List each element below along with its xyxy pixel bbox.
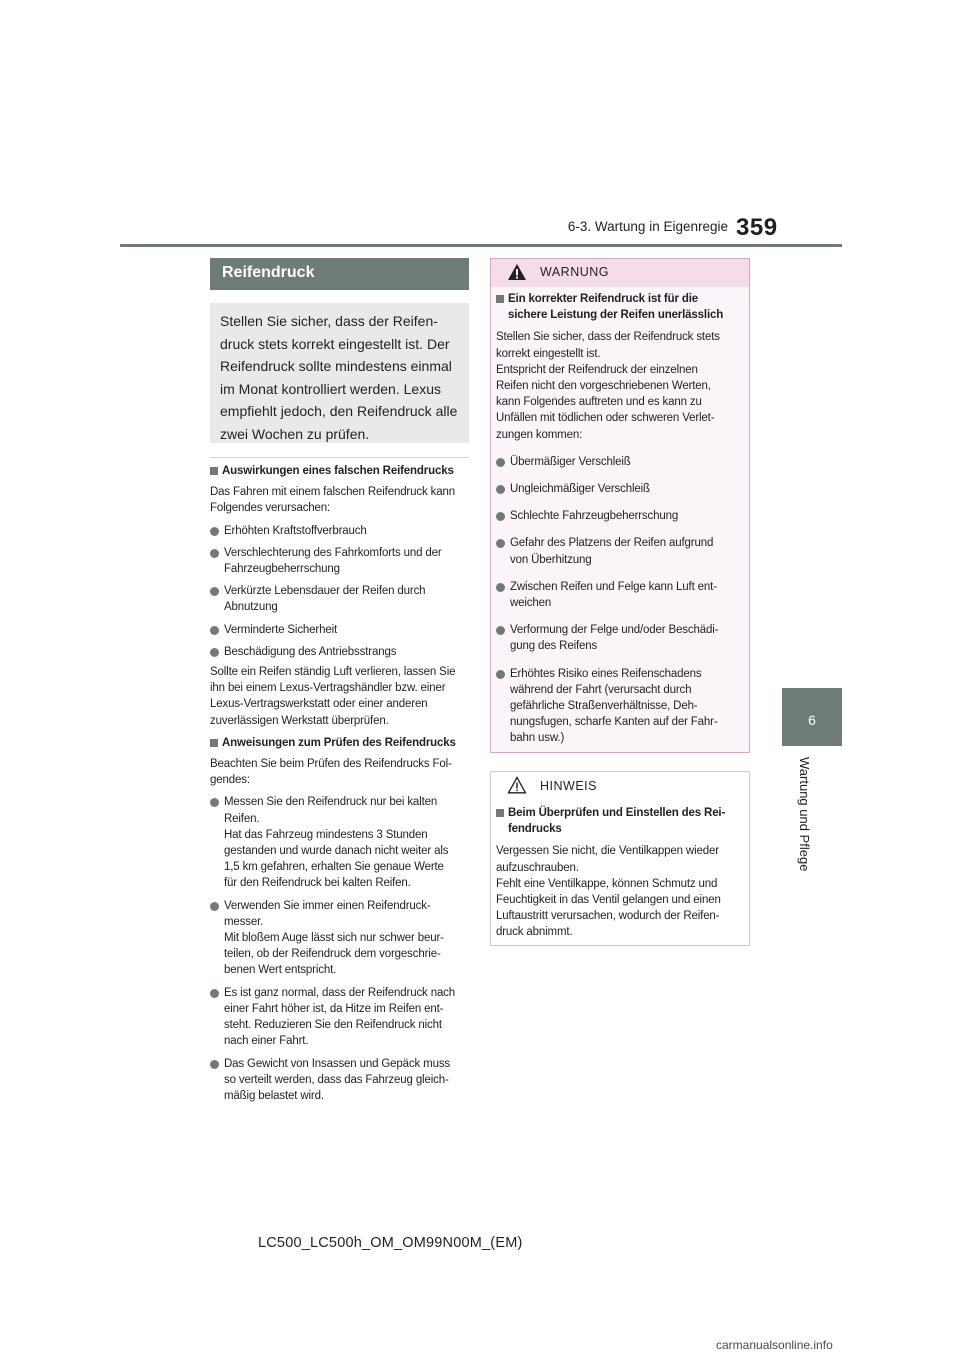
text-line: Luftaustritt verursachen, wodurch der Reifen- <box>496 910 720 923</box>
bullet-icon <box>496 458 505 467</box>
intro-line: druck stets korrekt eingestellt ist. Der <box>220 335 450 352</box>
list-item: Verkürzte Lebensdauer der Reifen durch Abnutzung <box>210 583 472 615</box>
text-line: Unfällen mit tödlichen oder schweren Verlet- <box>496 412 715 425</box>
page-number: 359 <box>736 214 778 241</box>
list-item: Übermäßiger Verschleiß <box>496 454 746 470</box>
intro-line: Stellen Sie sicher, dass der Reifen- <box>220 313 438 329</box>
intro-line: zwei Wochen zu prüfen. <box>220 425 370 442</box>
bullet-icon <box>210 549 219 558</box>
list-item: Erhöhten Kraftstoffverbrauch <box>210 523 472 539</box>
section-title: 6-3. Wartung in Eigenregie <box>567 219 728 234</box>
chapter-number: 6 <box>808 712 816 728</box>
subheading-instructions: Anweisungen zum Prüfen des Reifendrucks <box>210 735 472 751</box>
list-item: Gefahr des Platzens der Reifen aufgrund von Überhitzung <box>496 535 746 567</box>
bullet-icon <box>210 587 219 596</box>
list-item: Schlechte Fahrzeugbeherrschung <box>496 508 746 524</box>
text-line: zuverlässigen Werkstatt überprüfen. <box>210 714 389 727</box>
bullet-icon <box>496 539 505 548</box>
square-bullet-icon <box>210 467 218 475</box>
bullet-icon <box>210 648 219 657</box>
text-line: Folgendes verursachen: <box>210 502 331 515</box>
warning-heading: sichere Leistung der Reifen unerlässlich <box>508 309 724 322</box>
text-line: Beachten Sie beim Prüfen des Reifendrucks Fol- <box>210 758 452 771</box>
hint-title: HINWEIS <box>540 779 597 793</box>
bullet-icon <box>496 626 505 635</box>
square-bullet-icon <box>496 809 504 817</box>
chapter-label: Wartung und Pflege <box>797 757 812 872</box>
intro-line: Reifendruck sollte mindestens einmal <box>220 358 452 375</box>
caution-triangle-icon <box>507 776 527 794</box>
text-line: aufzuschrauben. <box>496 861 579 874</box>
list-item: Ungleichmäßiger Verschleiß <box>496 481 746 497</box>
list-item: Erhöhtes Risiko eines Reifenschadens während der Fahrt (verursacht durch gefährliche Straßenverhältnisse, Deh- nungsfugen, scharfe Kanten auf der Fahr- bahn usw.) <box>496 666 746 747</box>
text-line: Vergessen Sie nicht, die Ventilkappen wieder <box>496 845 719 858</box>
bullet-icon <box>496 512 505 521</box>
intro-line: empfiehlt jedoch, den Reifendruck alle <box>220 403 458 420</box>
document-code: LC500_LC500h_OM_OM99N00M_(EM) <box>258 1235 523 1251</box>
bullet-icon <box>210 1060 219 1069</box>
bullet-icon <box>210 798 219 807</box>
watermark: carmanualsonline.info <box>716 1338 833 1352</box>
text-line: gendes: <box>210 774 250 787</box>
list-item: Beschädigung des Antriebsstrangs <box>210 644 472 660</box>
list-item: Das Gewicht von Insassen und Gepäck muss so verteilt werden, dass das Fahrzeug gleich- mäßig belastet wird. <box>210 1056 472 1105</box>
text-line: Sollte ein Reifen ständig Luft verlieren, lassen Sie <box>210 666 456 679</box>
text-line: zungen kommen: <box>496 428 583 441</box>
warning-header <box>491 259 749 287</box>
text-line: Stellen Sie sicher, dass der Reifendruck stets <box>496 331 720 344</box>
bullet-icon <box>210 527 219 536</box>
warning-body <box>496 291 746 747</box>
hint-heading: fendrucks <box>508 823 562 836</box>
left-body <box>210 463 472 1104</box>
text-line: Das Fahren mit einem falschen Reifendruck kann <box>210 486 455 499</box>
hint-heading: Beim Überprüfen und Einstellen des Rei- <box>496 805 746 821</box>
list-item: Verwenden Sie immer einen Reifendruck- messer. Mit bloßem Auge lässt sich nur schwer beur- teilen, ob der Reifendruck dem vorgeschrie- benen Wert entspricht. <box>210 898 472 979</box>
list-item: Verformung der Felge und/oder Beschädi- gung des Reifens <box>496 622 746 654</box>
list-item: Es ist ganz normal, dass der Reifendruck nach einer Fahrt höher ist, da Hitze im Reifen ent- steht. Reduzieren Sie den Reifendruck nicht nach einer Fahrt. <box>210 985 472 1050</box>
warning-triangle-icon <box>507 263 527 281</box>
divider <box>210 457 469 458</box>
bullet-icon <box>496 485 505 494</box>
bullet-icon <box>496 583 505 592</box>
intro-line: im Monat kontrolliert werden. Lexus <box>220 380 441 397</box>
list-item: Verschlechterung des Fahrkomforts und der Fahrzeugbeherrschung <box>210 545 472 577</box>
text-line: Reifen nicht den vorgeschriebenen Werten, <box>496 380 711 393</box>
text-line: Feuchtigkeit in das Ventil gelangen und einen <box>496 894 721 907</box>
square-bullet-icon <box>496 295 504 303</box>
text-line: Fehlt eine Ventilkappe, können Schmutz und <box>496 877 718 890</box>
bullet-icon <box>210 902 219 911</box>
list-item: Verminderte Sicherheit <box>210 622 472 638</box>
bullet-icon <box>496 670 505 679</box>
subheading-effects: Auswirkungen eines falschen Reifendrucks <box>210 463 472 479</box>
list-item: Messen Sie den Reifendruck nur bei kalten Reifen. Hat das Fahrzeug mindestens 3 Stunden gestanden und wurde danach nicht weiter als 1,5 km gefahren, erhalten Sie genaue Werte für den Reifendruck bei kalten Reifen. <box>210 794 472 891</box>
warning-title: WARNUNG <box>540 265 610 279</box>
text-line: korrekt eingestellt ist. <box>496 347 601 360</box>
bullet-icon <box>210 626 219 635</box>
text-line: ihn bei einem Lexus-Vertragshändler bzw. einer <box>210 682 446 695</box>
text-line: druck abnimmt. <box>496 926 573 939</box>
hint-body <box>496 805 746 941</box>
text-line: Entspricht der Reifendruck der einzelnen <box>496 363 698 376</box>
text-line: kann Folgendes auftreten und es kann zu <box>496 396 702 409</box>
intro-box <box>210 303 469 443</box>
bullet-icon <box>210 989 219 998</box>
text-line: Lexus-Vertragswerkstatt oder einer anderen <box>210 698 428 711</box>
square-bullet-icon <box>210 739 218 747</box>
list-item: Zwischen Reifen und Felge kann Luft ent- weichen <box>496 579 746 611</box>
section-heading: Reifendruck <box>210 258 469 290</box>
header-rule <box>120 244 842 247</box>
warning-heading: Ein korrekter Reifendruck ist für die <box>496 291 746 307</box>
